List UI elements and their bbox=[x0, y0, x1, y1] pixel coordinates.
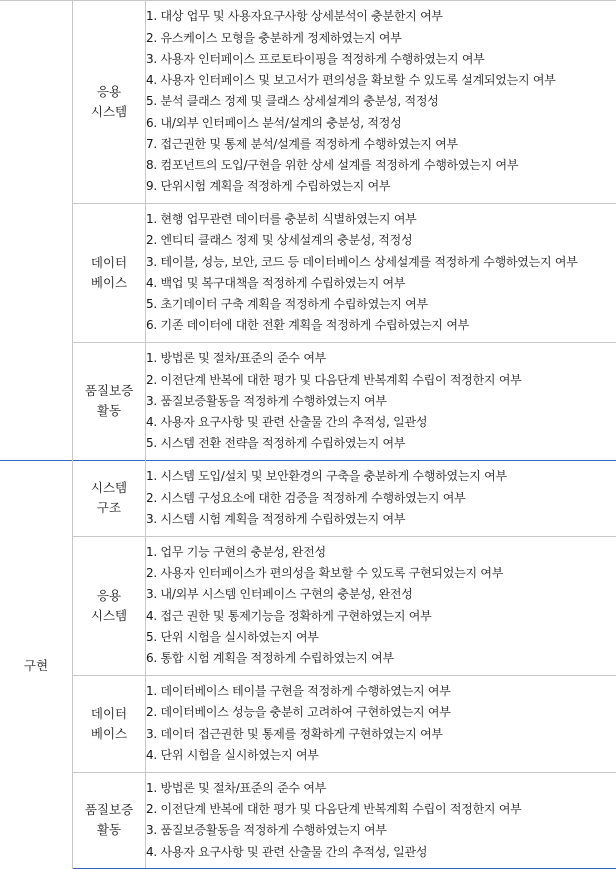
criteria-item: 7. 접근권한 및 통제 분석/설계를 적정하게 수행하였는지 여부 bbox=[146, 134, 616, 155]
criteria-item: 5. 분석 클래스 정제 및 클래스 상세설계의 충분성, 적정성 bbox=[146, 91, 616, 112]
criteria-item: 1. 현행 업무관련 데이터를 충분히 식별하였는지 여부 bbox=[146, 209, 616, 230]
category-cell bbox=[73, 342, 146, 460]
criteria-item: 1. 시스템 도입/설치 및 보안환경의 구축을 충분하게 수행하였는지 여부 bbox=[146, 466, 616, 487]
category-label: 품질보증 활동 bbox=[73, 800, 145, 840]
criteria-list bbox=[146, 6, 616, 197]
criteria-item: 8. 컴포넌트의 도입/구현을 위한 상세 설계를 적정하게 수행하였는지 여부 bbox=[146, 155, 616, 176]
criteria-list bbox=[146, 466, 616, 530]
criteria-cell bbox=[146, 536, 616, 675]
criteria-item: 5. 초기데이터 구축 계획을 적정하게 수립하였는지 여부 bbox=[146, 294, 616, 315]
criteria-item: 3. 사용자 인터페이스 프로토타이핑을 적정하게 수행하였는지 여부 bbox=[146, 49, 616, 70]
checklist-row bbox=[0, 675, 616, 772]
criteria-item: 4. 접근 권한 및 통제기능을 정확하게 구현하였는지 여부 bbox=[146, 606, 616, 627]
checklist-row bbox=[0, 203, 616, 342]
criteria-item: 1. 대상 업무 및 사용자요구사항 상세분석이 충분한지 여부 bbox=[146, 6, 616, 27]
phase-cell bbox=[0, 460, 73, 868]
checklist-row bbox=[0, 460, 616, 536]
criteria-item: 3. 품질보증활동을 적정하게 수행하였는지 여부 bbox=[146, 820, 616, 841]
checklist-row bbox=[0, 772, 616, 869]
checklist-row bbox=[0, 536, 616, 675]
criteria-item: 2. 이전단계 반복에 대한 평가 및 다음단계 반복계획 수립이 적정한지 여부 bbox=[146, 799, 616, 820]
criteria-list bbox=[146, 348, 616, 454]
criteria-item: 5. 시스템 전환 전략을 적정하게 수립하였는지 여부 bbox=[146, 433, 616, 454]
criteria-item: 4. 사용자 인터페이스 및 보고서가 편의성을 확보할 수 있도록 설계되었는지 여부 bbox=[146, 70, 616, 91]
criteria-item: 2. 엔티티 클래스 정제 및 상세설계의 충분성, 적정성 bbox=[146, 230, 616, 251]
category-cell bbox=[73, 536, 146, 675]
category-label: 데이터 베이스 bbox=[73, 253, 145, 293]
criteria-item: 6. 통합 시험 계획을 적정하게 수립하였는지 여부 bbox=[146, 648, 616, 669]
criteria-item: 5. 단위 시험을 실시하였는지 여부 bbox=[146, 627, 616, 648]
table-body bbox=[0, 1, 616, 869]
criteria-list bbox=[146, 542, 616, 669]
criteria-item: 4. 백업 및 복구대책을 적정하게 수립하였는지 여부 bbox=[146, 273, 616, 294]
criteria-item: 2. 이전단계 반복에 대한 평가 및 다음단계 반복계획 수립이 적정한지 여부 bbox=[146, 370, 616, 391]
criteria-item: 4. 사용자 요구사항 및 관련 산출물 간의 추적성, 일관성 bbox=[146, 842, 616, 863]
category-label: 응용 시스템 bbox=[73, 82, 145, 122]
criteria-item: 9. 단위시험 계획을 적정하게 수립하였는지 여부 bbox=[146, 176, 616, 197]
criteria-item: 3. 내/외부 시스템 인터페이스 구현의 충분성, 완전성 bbox=[146, 584, 616, 605]
criteria-item: 3. 품질보증활동을 적정하게 수행하였는지 여부 bbox=[146, 391, 616, 412]
criteria-cell bbox=[146, 1, 616, 204]
criteria-item: 1. 방법론 및 절차/표준의 준수 여부 bbox=[146, 778, 616, 799]
checklist-row bbox=[0, 342, 616, 460]
criteria-item: 1. 데이터베이스 테이블 구현을 적정하게 수행하였는지 여부 bbox=[146, 681, 616, 702]
category-label: 품질보증 활동 bbox=[73, 381, 145, 421]
criteria-list bbox=[146, 209, 616, 336]
category-label: 데이터 베이스 bbox=[73, 704, 145, 744]
criteria-item: 3. 테이블, 성능, 보안, 코드 등 데이터베이스 상세설계를 적정하게 수행하였는지 여부 bbox=[146, 252, 616, 273]
category-cell bbox=[73, 772, 146, 869]
criteria-item: 4. 사용자 요구사항 및 관련 산출물 간의 추적성, 일관성 bbox=[146, 412, 616, 433]
criteria-cell bbox=[146, 203, 616, 342]
criteria-item: 3. 시스템 시험 계획을 적정하게 수립하였는지 여부 bbox=[146, 509, 616, 530]
criteria-cell bbox=[146, 460, 616, 536]
category-label: 시스템 구조 bbox=[73, 478, 145, 518]
criteria-item: 2. 유스케이스 모형을 충분하게 정제하였는지 여부 bbox=[146, 28, 616, 49]
criteria-item: 2. 사용자 인터페이스가 편의성을 확보할 수 있도록 구현되었는지 여부 bbox=[146, 563, 616, 584]
criteria-item: 6. 내/외부 인터페이스 분석/설계의 충분성, 적정성 bbox=[146, 113, 616, 134]
criteria-cell bbox=[146, 342, 616, 460]
criteria-cell bbox=[146, 772, 616, 869]
criteria-item: 1. 업무 기능 구현의 충분성, 완전성 bbox=[146, 542, 616, 563]
category-cell bbox=[73, 203, 146, 342]
criteria-item: 6. 기존 데이터에 대한 전환 계획을 적정하게 수립하였는지 여부 bbox=[146, 315, 616, 336]
category-cell bbox=[73, 1, 146, 204]
criteria-list bbox=[146, 681, 616, 766]
phase-cell bbox=[0, 1, 73, 461]
checklist-row bbox=[0, 1, 616, 204]
criteria-cell bbox=[146, 675, 616, 772]
criteria-item: 4. 단위 시험을 실시하였는지 여부 bbox=[146, 745, 616, 766]
criteria-item: 1. 방법론 및 절차/표준의 준수 여부 bbox=[146, 348, 616, 369]
criteria-item: 2. 시스템 구성요소에 대한 검증을 적정하게 수행하였는지 여부 bbox=[146, 488, 616, 509]
criteria-list bbox=[146, 778, 616, 863]
phase-label: 구현 bbox=[24, 658, 48, 673]
category-cell bbox=[73, 675, 146, 772]
criteria-item: 3. 데이터 접근권한 및 통제를 정확하게 구현하였는지 여부 bbox=[146, 724, 616, 745]
category-cell bbox=[73, 460, 146, 536]
category-label: 응용 시스템 bbox=[73, 586, 145, 626]
criteria-item: 2. 데이터베이스 성능을 충분히 고려하여 구현하였는지 여부 bbox=[146, 702, 616, 723]
